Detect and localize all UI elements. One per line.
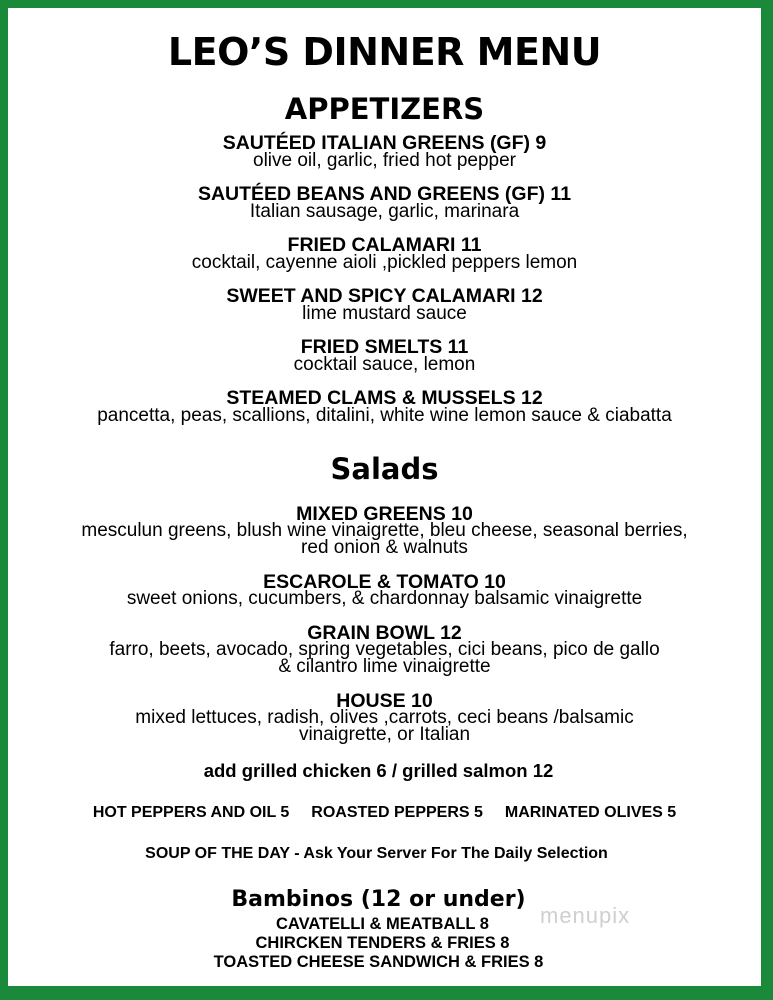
salad-desc-cont: vinaigrette, or Italian [298,724,471,745]
salads-heading: Salads [330,452,439,486]
salad-desc-cont: & cilantro lime vinaigrette [278,656,491,677]
appetizer-desc: olive oil, garlic, fried hot pepper [253,150,516,171]
salad-name: ESCAROLE & TOMATO 10 [263,571,506,593]
salad-desc: mixed lettuces, radish, olives ,carrots, ceci beans /balsamic [135,707,634,728]
appetizer-desc: pancetta, peas, scallions, ditalini, white wine lemon sauce & ciabatta [97,405,672,426]
salad-addon: add grilled chicken 6 / grilled salmon 12 [203,760,554,781]
bambino-item: CAVATELLI & MEATBALL 8 [276,915,489,933]
appetizer-name: FRIED SMELTS 11 [300,336,469,358]
appetizer-name: FRIED CALAMARI 11 [287,234,482,256]
salad-name: HOUSE 10 [336,690,433,712]
appetizer-desc: cocktail, cayenne aioli ,pickled peppers lemon [191,252,578,273]
sides-row [8,804,761,822]
side-item: ROASTED PEPPERS 5 [311,804,483,821]
salad-desc: sweet onions, cucumbers, & chardonnay balsamic vinaigrette [126,588,643,609]
side-item: HOT PEPPERS AND OIL 5 [92,804,290,821]
soup-of-the-day: SOUP OF THE DAY - Ask Your Server For The Daily Selection [145,845,608,862]
salad-name: GRAIN BOWL 12 [307,622,462,644]
salad-name: MIXED GREENS 10 [296,503,473,525]
appetizer-desc: Italian sausage, garlic, marinara [249,201,520,222]
bambinos-heading: Bambinos (12 or under) [231,887,526,912]
salad-desc: farro, beets, avocado, spring vegetables, cici beans, pico de gallo [109,639,660,660]
bambino-item: CHIRCKEN TENDERS & FRIES 8 [255,934,510,952]
menupix-watermark: menupix [540,903,631,928]
menu-title: LEO’S DINNER MENU [167,30,602,74]
side-item: MARINATED OLIVES 5 [504,804,677,821]
appetizer-desc: cocktail sauce, lemon [293,354,476,375]
salad-desc: mesculun greens, blush wine vinaigrette, bleu cheese, seasonal berries, [81,520,688,541]
bambino-item: TOASTED CHEESE SANDWICH & FRIES 8 [213,953,544,971]
menu-page [8,8,761,986]
salad-desc-cont: red onion & walnuts [301,537,468,558]
appetizer-name: SWEET AND SPICY CALAMARI 12 [226,285,543,307]
appetizer-name: SAUTÉED BEANS AND GREENS (GF) 11 [197,183,572,205]
appetizer-name: STEAMED CLAMS & MUSSELS 12 [226,387,543,409]
appetizer-name: SAUTÉED ITALIAN GREENS (GF) 9 [222,132,547,154]
appetizers-heading: APPETIZERS [284,92,485,126]
appetizer-desc: lime mustard sauce [302,303,467,324]
